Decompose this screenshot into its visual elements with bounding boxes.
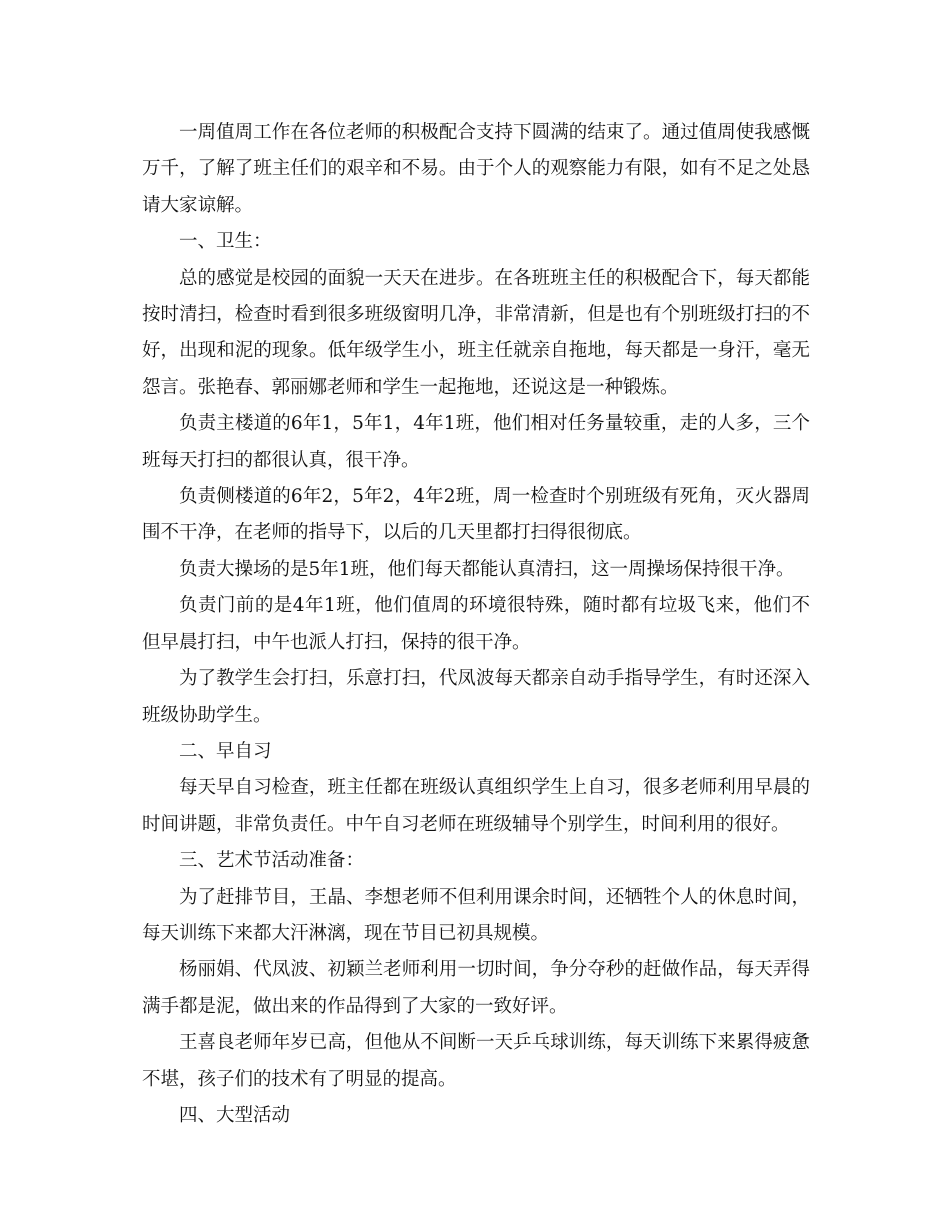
cleaning-guidance-paragraph: 为了教学生会打扫，乐意打扫，代凤波每天都亲自动手指导学生，有时还深入班级协助学生。: [142, 668, 810, 726]
table-tennis-paragraph: 王喜良老师年岁已高，但他从不间断一天乒乓球训练，每天训练下来累得疲惫不堪，孩子们的技术有了明显的提高。: [142, 1032, 810, 1090]
document-body: [142, 115, 810, 1134]
front-gate-paragraph: 负责门前的是4年1班，他们值周的环境很特殊，随时都有垃圾飞来，他们不但早晨打扫，中午也派人打扫，保持的很干净。: [142, 595, 810, 653]
main-corridor-paragraph: 负责主楼道的6年1，5年1，4年1班，他们相对任务量较重，走的人多，三个班每天打扫的都很认真，很干净。: [142, 413, 810, 471]
section-heading-hygiene: 一、卫生：: [179, 231, 272, 253]
morning-study-paragraph: 每天早自习检查，班主任都在班级认真组织学生上自习，很多老师利用早晨的时间讲题，非常负责任。中午自习老师在班级辅导个别学生，时间利用的很好。: [142, 777, 810, 835]
section-heading-morning-study: 二、早自习: [179, 740, 272, 762]
hygiene-overview-paragraph: 总的感觉是校园的面貌一天天在进步。在各班班主任的积极配合下，每天都能按时清扫，检查时看到很多班级窗明几净，非常清新，但是也有个别班级打扫的不好，出现和泥的现象。低年级学生小，班主任就亲自拖地，每天都是一身汗，毫无怨言。张艳春、郭丽娜老师和学生一起拖地，还说这是一种锻炼。: [142, 267, 810, 398]
side-corridor-paragraph: 负责侧楼道的6年2，5年2，4年2班，周一检查时个别班级有死角，灭火器周围不干净，在老师的指导下，以后的几天里都打扫得很彻底。: [142, 486, 810, 544]
section-heading-major-events: 四、大型活动: [179, 1104, 291, 1126]
rehearsal-paragraph: 为了赶排节目，王晶、李想老师不但利用课余时间，还牺牲个人的休息时间，每天训练下来都大汗淋漓，现在节目已初具规模。: [142, 886, 810, 944]
artwork-paragraph: 杨丽娟、代凤波、初颖兰老师利用一切时间，争分夺秒的赶做作品，每天弄得满手都是泥，做出来的作品得到了大家的一致好评。: [142, 959, 810, 1017]
playground-paragraph: 负责大操场的是5年1班，他们每天都能认真清扫，这一周操场保持很干净。: [179, 558, 795, 580]
intro-paragraph: 一周值周工作在各位老师的积极配合支持下圆满的结束了。通过值周使我感慨万千，了解了班主任们的艰辛和不易。由于个人的观察能力有限，如有不足之处恳请大家谅解。: [142, 122, 810, 216]
section-heading-art-festival: 三、艺术节活动准备：: [179, 850, 365, 872]
